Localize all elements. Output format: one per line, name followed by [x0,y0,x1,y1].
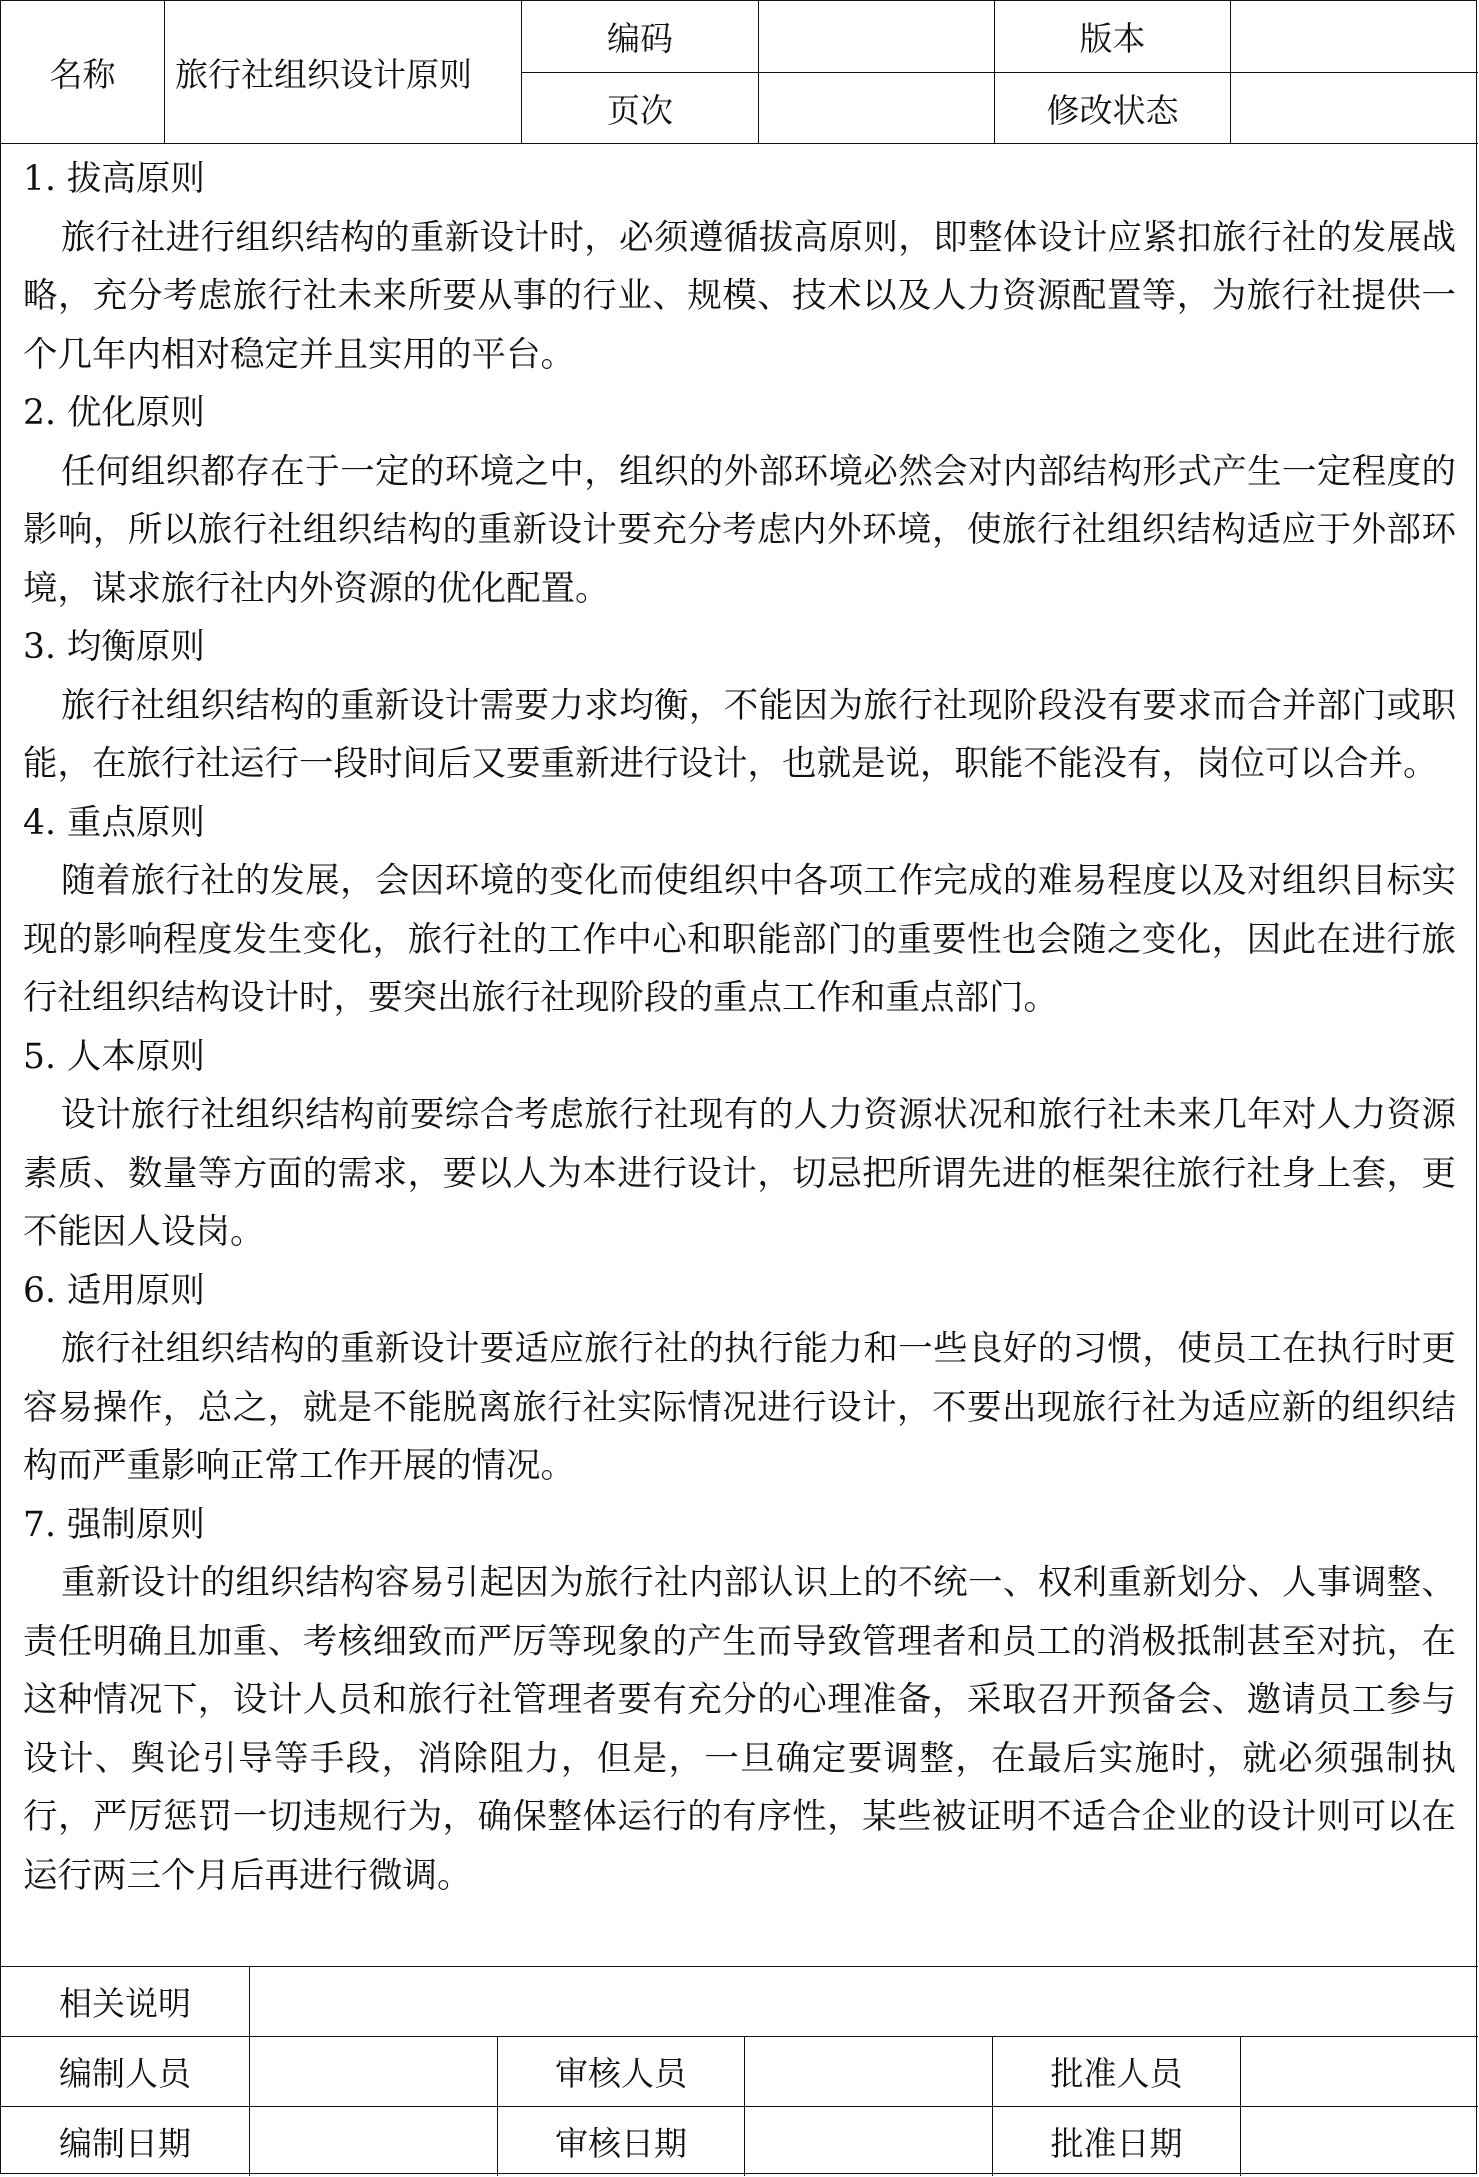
revision-value[interactable] [1231,73,1478,144]
section-title: 5. 人本原则 [23,1036,205,1077]
approved-by-label: 批准人员 [1050,2054,1183,2093]
reviewed-date-value[interactable] [745,2107,992,2176]
prepared-by-value[interactable] [250,2037,497,2106]
reviewed-by-label: 审核人员 [555,2054,687,2093]
section-title: 3. 均衡原则 [23,627,205,667]
section-text: 随着旅行社的发展，会因环境的变化而使组织中各项工作完成的难易程度以及对组织目标实现的影响程度发生变化，旅行社的工作中心和职能部门的重要性也会随之变化，因此在进行旅行社组织结构设计时，要突出旅行社现阶段的重点工作和重点部门。 [23,861,1456,1018]
revision-label: 修改状态 [1046,91,1179,130]
section-text: 重新设计的组织结构容易引起因为旅行社内部认识上的不统一、权利重新划分、人事调整、责任明确且加重、考核细致而严厉等现象的产生而导致管理者和员工的消极抵制甚至对抗，在这种情况下，设计人员和旅行社管理者要有充分的心理准备，采取召开预备会、邀请员工参与设计、舆论引导等手段，消除阻力，但是，一旦确定要调整，在最后实施时，就必须强制执行，严厉惩罚一切违规行为，确保整体运行的有序性，某些被证明不适合企业的设计则可以在运行两三个月后再进行微调。 [23,1563,1456,1896]
prepared-date-value[interactable] [250,2107,497,2176]
code-label: 编码 [607,19,673,58]
page-value[interactable] [759,73,994,144]
section-title: 1. 拔高原则 [23,159,205,199]
version-value[interactable] [1231,1,1478,72]
approved-date-label: 批准日期 [1050,2124,1183,2163]
section-title: 7. 强制原则 [23,1504,205,1545]
section-text: 旅行社进行组织结构的重新设计时，必须遵循拔高原则，即整体设计应紧扣旅行社的发展战略，充分考虑旅行社未来所要从事的行业、规模、技术以及人力资源配置等，为旅行社提供一个几年内相对稳定并且实用的平台。 [23,217,1456,375]
notes-label: 相关说明 [59,1984,191,2023]
name-label: 名称 [49,55,116,94]
code-value[interactable] [759,1,994,72]
header-table [1,1,1478,144]
page-label: 页次 [607,91,673,130]
prepared-by-label: 编制人员 [59,2054,191,2093]
section-title: 6. 适用原则 [23,1270,205,1311]
section-title: 4. 重点原则 [23,802,205,843]
section-title: 2. 优化原则 [23,393,205,433]
section-text: 设计旅行社组织结构前要综合考虑旅行社现有的人力资源状况和旅行社未来几年对人力资源素质、数量等方面的需求，要以人为本进行设计，切忌把所谓先进的框架往旅行社身上套，更不能因人设岗。 [23,1095,1456,1252]
reviewed-by-value[interactable] [745,2037,992,2106]
reviewed-date-label: 审核日期 [555,2124,687,2163]
section-text: 任何组织都存在于一定的环境之中，组织的外部环境必然会对内部结构形式产生一定程度的影响，所以旅行社组织结构的重新设计要充分考虑内外环境，使旅行社组织结构适应于外部环境，谋求旅行社内外资源的优化配置。 [23,451,1456,609]
version-label: 版本 [1079,19,1146,58]
notes-value[interactable] [250,1967,1478,2036]
principles-content [1,144,1478,1966]
approved-by-value[interactable] [1241,2037,1478,2106]
section-text: 旅行社组织结构的重新设计需要力求均衡，不能因为旅行社现阶段没有要求而合并部门或职能，在旅行社运行一段时间后又要重新进行设计，也就是说，职能不能没有，岗位可以合并。 [23,685,1456,784]
approved-date-value[interactable] [1241,2107,1478,2176]
section-text: 旅行社组织结构的重新设计要适应旅行社的执行能力和一些良好的习惯，使员工在执行时更容易操作，总之，就是不能脱离旅行社实际情况进行设计，不要出现旅行社为适应新的组织结构而严重影响正常工作开展的情况。 [23,1329,1456,1486]
footer-table [1,1966,1478,2175]
name-value: 旅行社组织设计原则 [175,55,472,94]
prepared-date-label: 编制日期 [59,2124,191,2163]
